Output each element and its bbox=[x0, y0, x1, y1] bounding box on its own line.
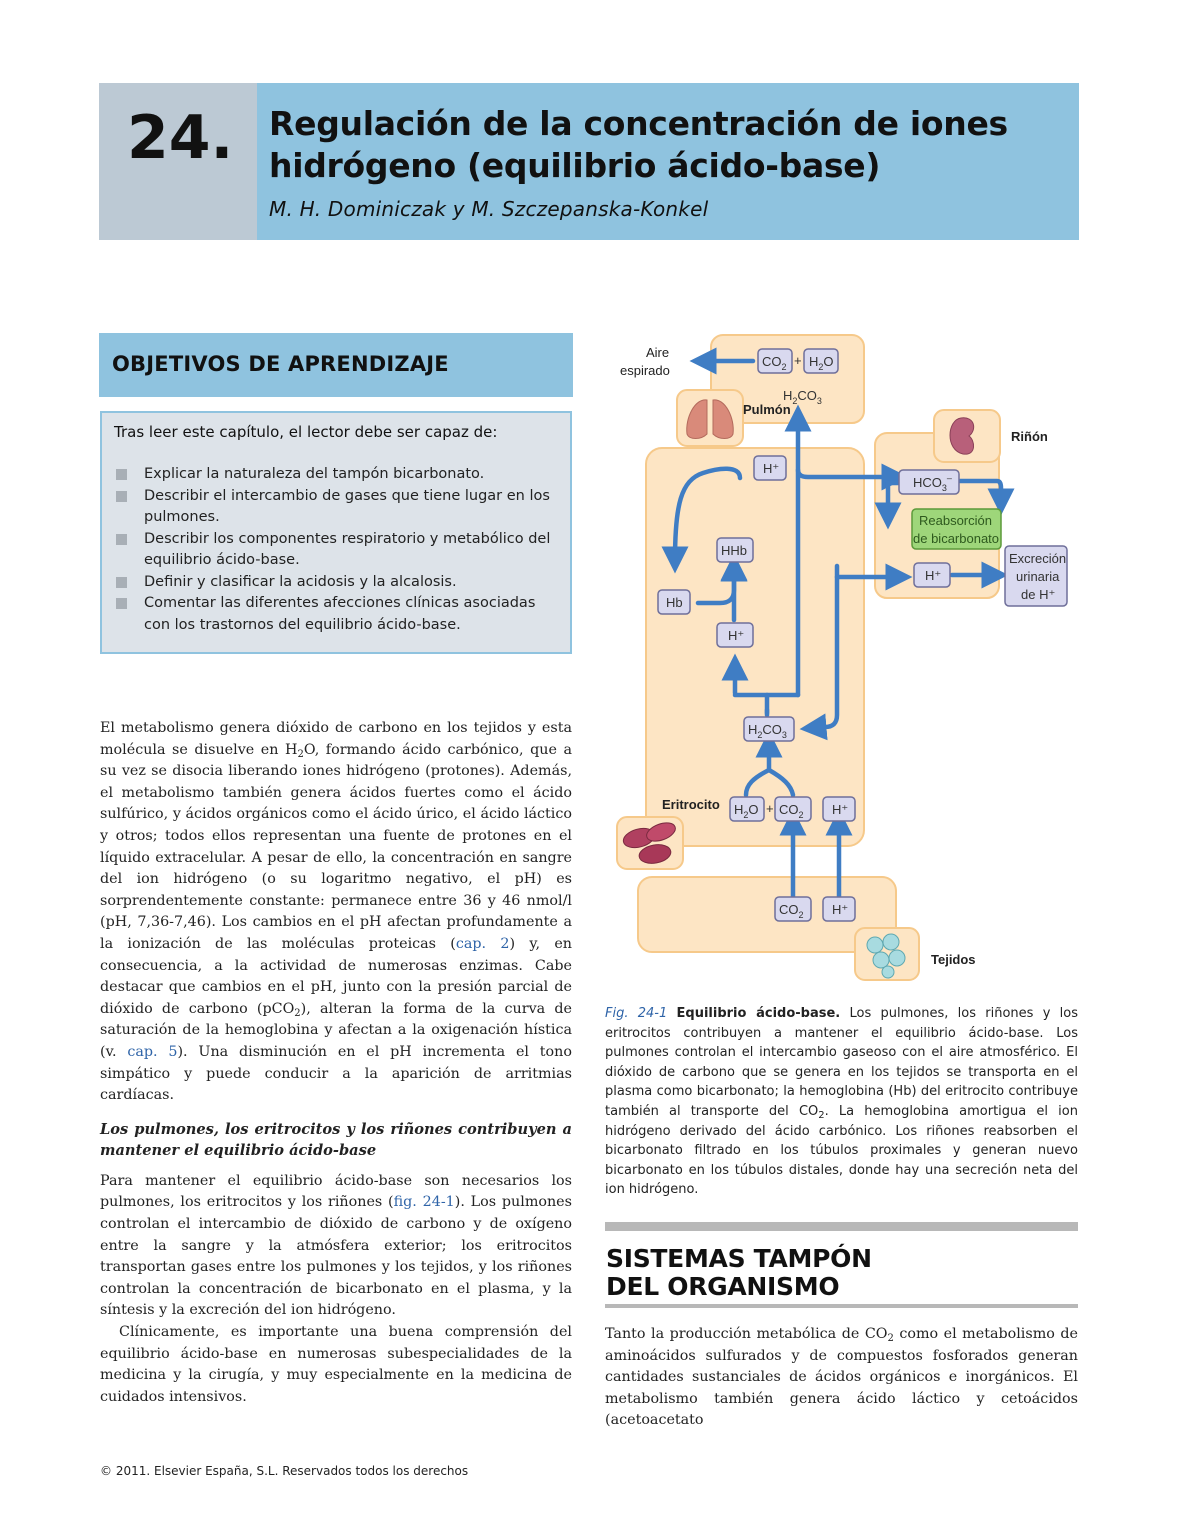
svg-text:H⁺: H⁺ bbox=[832, 902, 849, 917]
objective-item bbox=[114, 529, 560, 572]
square-bullet-icon bbox=[116, 577, 127, 588]
svg-text:+: + bbox=[766, 801, 774, 816]
chapter-header bbox=[99, 83, 1079, 240]
svg-text:CO2: $CO_2$ bbox=[762, 354, 787, 372]
objectives-heading: OBJETIVOS DE APRENDIZAJE bbox=[112, 352, 449, 376]
erythrocyte-icon bbox=[617, 817, 683, 869]
svg-text:Excreción: Excreción bbox=[1009, 551, 1067, 566]
svg-text:de bicarbonato: de bicarbonato bbox=[913, 531, 1000, 546]
svg-text:H⁺: H⁺ bbox=[925, 568, 942, 583]
objective-text: Comentar las diferentes afecciones clínicas asociadas con los trastornos del equilibrio ácido-base. bbox=[144, 595, 536, 633]
objective-text: Describir los componentes respiratorio y metabólico del equilibrio ácido-base. bbox=[144, 530, 551, 568]
objectives-list bbox=[114, 464, 560, 636]
objective-text: Definir y clasificar la acidosis y la alcalosis. bbox=[144, 573, 457, 590]
chapter-title-box bbox=[257, 83, 1079, 240]
label-pulmon: Pulmón bbox=[743, 402, 791, 417]
square-bullet-icon bbox=[116, 491, 127, 502]
objective-item bbox=[114, 593, 560, 636]
objectives-intro: Tras leer este capítulo, el lector debe ser capaz de: bbox=[114, 423, 498, 441]
chapter-title-line-2: hidrógeno (equilibrio ácido-base) bbox=[269, 146, 881, 185]
section-rule-top bbox=[605, 1222, 1078, 1231]
link-fig-24-1[interactable]: fig. 24-1 bbox=[393, 1194, 455, 1211]
tissue-cells-icon bbox=[855, 928, 919, 980]
svg-text:Hb: Hb bbox=[666, 595, 683, 610]
copyright-footer: © 2011. Elsevier España, S.L. Reservados todos los derechos bbox=[100, 1464, 469, 1478]
svg-text:H⁺: H⁺ bbox=[728, 628, 745, 643]
svg-text:H2O: $H_2O$ bbox=[734, 802, 759, 820]
svg-text:H⁺: H⁺ bbox=[832, 802, 849, 817]
subheading: Los pulmones, los eritrocitos y los riñones contribuyen a mantener el equilibrio ácido-base bbox=[100, 1120, 572, 1160]
lung-icon bbox=[677, 390, 743, 446]
square-bullet-icon bbox=[116, 469, 127, 480]
body-left-column bbox=[100, 718, 572, 1408]
svg-text:+: + bbox=[794, 353, 802, 368]
objectives-box bbox=[100, 411, 572, 654]
svg-text:H2CO3: $H_2CO_3$ bbox=[748, 722, 787, 740]
svg-text:CO2: $CO_2$ bbox=[779, 802, 804, 820]
svg-text:HHb: HHb bbox=[721, 543, 748, 558]
svg-text:CO2: $CO_2$ bbox=[779, 902, 804, 920]
section-rule-bottom bbox=[605, 1304, 1078, 1308]
svg-text:H2O: $H_2O$ bbox=[809, 354, 834, 372]
square-bullet-icon bbox=[116, 598, 127, 609]
label-eritrocito: Eritrocito bbox=[662, 797, 720, 812]
figure-id: Fig. 24-1 bbox=[605, 1006, 668, 1021]
chapter-number: 24. bbox=[99, 83, 257, 240]
label-espirado: espirado bbox=[620, 363, 670, 378]
link-cap-5[interactable]: cap. 5 bbox=[127, 1043, 178, 1060]
link-cap-2[interactable]: cap. 2 bbox=[455, 935, 510, 952]
objective-text: Describir el intercambio de gases que tiene lugar en los pulmones. bbox=[144, 487, 550, 525]
figure-caption: Fig. 24-1 Equilibrio ácido-base. Los pulmones, los riñones y los eritrocitos contribuyen a mantener el equilibrio ácido-base. Los pulmones controlan el intercambio gaseoso con el aire atmosférico. El dióxido de carbono que se genera en los tejidos se transporta en el plasma como bicarbonato; la hemoglobina (Hb) del eritrocito contribuye también al transporte del $CO_2$. La hemoglobina amortigua el ion hidrógeno derivado del ácido carbónico. Los riñones reabsorben el bicarbonato filtrado en los túbulos proximales y generan nuevo bicarbonato en los túbulos distales, donde hay una secreción neta del ion hidrógeno. bbox=[605, 1006, 1078, 1198]
kidney-icon bbox=[934, 410, 1000, 462]
figure-title: Equilibrio ácido-base. bbox=[676, 1006, 841, 1021]
objective-item bbox=[114, 464, 560, 486]
chapter-title bbox=[269, 103, 1079, 187]
svg-text:de H⁺: de H⁺ bbox=[1021, 587, 1056, 602]
objective-item bbox=[114, 486, 560, 529]
svg-text:H⁺: H⁺ bbox=[763, 461, 780, 476]
square-bullet-icon bbox=[116, 534, 127, 545]
objective-text: Explicar la naturaleza del tampón bicarbonato. bbox=[144, 466, 485, 482]
paragraph-organs: Para mantener el equilibrio ácido-base son necesarios los pulmones, los eritrocitos y los riñones (fig. 24-1). Los pulmones controlan el intercambio de dióxido de carbono y de oxígeno entre la sangre y la atmósfera exterior; los eritrocitos transportan gases entre los pulmones y los tejidos, y los riñones controlan la concentración de bicarbonato en el plasma, y la síntesis y la excreción del ion hidrógeno. bbox=[100, 1172, 572, 1319]
chapter-title-line-1: Regulación de la concentración de iones bbox=[269, 104, 1008, 143]
paragraph-clinical: Clínicamente, es importante una buena comprensión del equilibrio ácido-base en numerosas subespecialidades de la medicina y la cirugía, y muy especialmente en la medicina de cuidados intensivos. bbox=[100, 1324, 572, 1405]
label-tejidos: Tejidos bbox=[931, 952, 976, 967]
objective-item bbox=[114, 572, 560, 594]
label-h2co3-lung: $H_2CO_3$ bbox=[783, 388, 822, 406]
paragraph-intro: El metabolismo genera dióxido de carbono en los tejidos y esta molécula se disuelve en $H_2O$, formando ácido carbónico, que a su vez se disocia liberando iones hidrógeno (protones). Además, el metabolismo también genera ácidos fuertes como el ácido sulfúrico, y ácidos orgánicos como el ácido úrico, el ácido láctico y otros; todos ellos representan una fuente de protones en el líquido extracelular. A pesar de ello, la concentración en sangre del ion hidrógeno (o su logaritmo negativo, el pH) es sorprendentemente constante: permanece entre 36 y 46 nmol/l (pH, 7,36-7,46). Los cambios en el pH afectan profundamente a la ionización de las moléculas proteicas (cap. 2) y, en consecuencia, a la actividad de numerosas enzimas. Cabe destacar que cambios en el pH, junto con la presión parcial de dióxido de carbono (pCO$_2$), alteran la forma de la curva de saturación de la hemoglobina y afectan a la oxigenación hística (v. cap. 5). Una disminución en el pH incrementa el tono simpático y puede conducir a la aparición de arritmias cardíacas. bbox=[100, 720, 573, 1104]
label-rinon: Riñón bbox=[1011, 429, 1048, 444]
objectives-heading-box bbox=[99, 333, 573, 397]
svg-text:HCO3–: $HCO_3^-$ bbox=[913, 473, 952, 493]
section-title: SISTEMAS TAMPÓN DEL ORGANISMO bbox=[606, 1244, 872, 1301]
chapter-authors: M. H. Dominiczak y M. Szczepanska-Konkel bbox=[269, 197, 709, 221]
section-text: Tanto la producción metabólica de $CO_2$ como el metabolismo de aminoácidos sulfurados y de compuestos fosforados generan cantidades sustanciales de ácidos orgánicos e inorgánicos. El metabolismo también genera ácido láctico y cetoácidos (acetoacetato bbox=[605, 1326, 1078, 1429]
acid-base-figure bbox=[603, 330, 1083, 990]
svg-text:Reabsorción: Reabsorción bbox=[919, 513, 992, 528]
svg-text:urinaria: urinaria bbox=[1016, 569, 1060, 584]
label-aire: Aire bbox=[646, 345, 670, 360]
